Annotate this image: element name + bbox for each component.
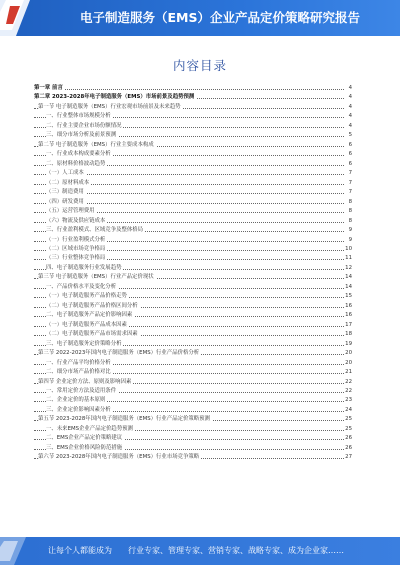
toc-entry-text: 一、行业整体市场规模分析 <box>46 112 113 121</box>
toc-entry-text: 一、未来EMS企业产品定价趋势预测 <box>46 425 135 434</box>
toc-entry[interactable] <box>34 264 352 273</box>
toc-entry[interactable] <box>34 179 352 188</box>
toc-entry-text: 四、电子制造服务行业发展趋势 <box>46 264 123 273</box>
toc-entry-text: 第五节 2023-2028年国内电子制造服务（EMS）行业产品定价策略预测 <box>38 415 212 424</box>
toc-entry-page: 16 <box>344 302 352 311</box>
toc-entry[interactable] <box>34 453 352 462</box>
toc-entry-text: 第一章 前言 <box>34 84 65 93</box>
toc-entry-text: 三、企业定价影响因素分析 <box>46 406 113 415</box>
toc-entry-text: 第二节 电子制造服务（EMS）行业主要成本构成 <box>38 141 156 150</box>
toc-entry[interactable] <box>34 93 352 102</box>
toc-entry-page: 9 <box>344 236 352 245</box>
toc-entry-text: 一、行业成本构成要素分析 <box>46 150 113 159</box>
report-title: 电子制造服务（EMS）企业产品定价策略研究报告 <box>80 10 360 25</box>
toc-entry[interactable] <box>34 217 352 226</box>
footer-role: 行业专家 <box>128 546 160 555</box>
toc-entry-page: 11 <box>344 254 352 263</box>
toc-entry[interactable] <box>34 207 352 216</box>
toc-entry-text: （三）制造费用 <box>46 188 86 197</box>
toc-entry[interactable] <box>34 150 352 159</box>
toc-entry[interactable] <box>34 112 352 121</box>
toc-entry-page: 22 <box>344 387 352 396</box>
toc-entry[interactable] <box>34 236 352 245</box>
toc-entry-text: 三、行业盈利模式、区域竞争及整体格局 <box>46 226 145 235</box>
toc-entry-page: 17 <box>344 321 352 330</box>
toc-entry-text: 三、细分市场分析及前景预测 <box>46 131 118 140</box>
toc-entry[interactable] <box>34 406 352 415</box>
toc-entry[interactable] <box>34 198 352 207</box>
toc-entry-text: 一、常用定价方法及适用条件 <box>46 387 118 396</box>
toc-entry-text: 二、EMS企业产品定价策略建议 <box>46 434 124 443</box>
toc-entry-page: 16 <box>344 311 352 320</box>
footer-roles: 行业专家、管理专家、营销专家、战略专家、成为企业家…… <box>128 546 344 555</box>
toc-entry[interactable] <box>34 283 352 292</box>
toc-entry-text: （一）电子制造服务产品成本因素 <box>46 321 129 330</box>
toc-entry-text: （一）电子制造服务产品价格走势 <box>46 292 129 301</box>
toc-entry-text: 第二章 2023-2028年电子制造服务（EMS）市场前景及趋势预测 <box>34 93 196 102</box>
toc-entry-text: 二、电子制造服务产品定价影响因素 <box>46 311 134 320</box>
toc-entry-page: 4 <box>344 103 352 112</box>
toc-entry-page: 4 <box>344 112 352 121</box>
toc-entry[interactable] <box>34 434 352 443</box>
toc-entry-page: 8 <box>344 198 352 207</box>
toc-entry[interactable] <box>34 321 352 330</box>
toc-entry-page: 25 <box>344 425 352 434</box>
toc-entry[interactable] <box>34 141 352 150</box>
toc-entry-text: 二、企业定价的基本原则 <box>46 396 107 405</box>
toc-entry[interactable] <box>34 330 352 339</box>
toc-entry[interactable] <box>34 425 352 434</box>
toc-leader-dots <box>34 89 344 90</box>
toc-entry[interactable] <box>34 415 352 424</box>
toc-entry-text: 第一节 电子制造服务（EMS）行业宏观市场前景及未来趋势 <box>38 103 183 112</box>
toc-entry[interactable] <box>34 378 352 387</box>
toc-entry[interactable] <box>34 273 352 282</box>
toc-entry-page: 6 <box>344 160 352 169</box>
toc-entry-page: 7 <box>344 179 352 188</box>
toc-entry-page: 6 <box>344 141 352 150</box>
toc-entry-page: 4 <box>344 84 352 93</box>
toc-entry-text: （三）行业整体竞争格局 <box>46 254 107 263</box>
toc-entry-text: 第四节 企业定价方法、原则及影响因素 <box>38 378 133 387</box>
toc-entry[interactable] <box>34 359 352 368</box>
toc-entry-page: 5 <box>344 131 352 140</box>
toc-entry-text: 二、原材料价格波动趋势 <box>46 160 107 169</box>
toc-entry-page: 8 <box>344 217 352 226</box>
footer-role: 管理专家 <box>168 546 200 555</box>
toc-entry[interactable] <box>34 122 352 131</box>
toc-entry[interactable] <box>34 349 352 358</box>
toc-entry-text: 二、细分市场产品价格对比 <box>46 368 113 377</box>
toc-entry-page: 18 <box>344 330 352 339</box>
toc-entry-page: 7 <box>344 188 352 197</box>
footer-role: 成为企业家…… <box>288 546 344 555</box>
table-of-contents <box>34 84 352 463</box>
toc-entry[interactable] <box>34 226 352 235</box>
toc-entry-page: 20 <box>344 349 352 358</box>
toc-entry-text: （五）运营管理费用 <box>46 207 97 216</box>
toc-entry-text: 第三节 电子制造服务（EMS）行业产品定价现状 <box>38 273 156 282</box>
toc-entry[interactable] <box>34 84 352 93</box>
toc-entry-page: 14 <box>344 273 352 282</box>
toc-entry-text: 一、产品价格水平及变化分析 <box>46 283 118 292</box>
toc-entry-page: 12 <box>344 264 352 273</box>
toc-entry-page: 7 <box>344 169 352 178</box>
toc-entry[interactable] <box>34 311 352 320</box>
toc-entry-page: 10 <box>344 245 352 254</box>
toc-entry[interactable] <box>34 302 352 311</box>
toc-entry-page: 20 <box>344 359 352 368</box>
toc-entry-page: 19 <box>344 340 352 349</box>
toc-entry[interactable] <box>34 169 352 178</box>
toc-entry-page: 15 <box>344 292 352 301</box>
footer-role: 营销专家 <box>208 546 240 555</box>
toc-entry-page: 9 <box>344 226 352 235</box>
toc-entry-text: 二、行业主要企业市场份额情况 <box>46 122 123 131</box>
footer-slogan <box>48 537 344 565</box>
toc-entry-page: 4 <box>344 93 352 102</box>
toc-entry-page: 24 <box>344 406 352 415</box>
toc-entry-page: 25 <box>344 415 352 424</box>
toc-entry[interactable] <box>34 387 352 396</box>
toc-entry-text: （一）人工成本 <box>46 169 86 178</box>
toc-entry-page: 26 <box>344 434 352 443</box>
toc-entry-page: 21 <box>344 368 352 377</box>
toc-entry-text: （四）研发费用 <box>46 198 86 207</box>
toc-entry-text: 三、EMS企业价格风险防范措施 <box>46 444 124 453</box>
toc-entry-page: 22 <box>344 378 352 387</box>
toc-entry-page: 4 <box>344 122 352 131</box>
footer-banner <box>0 537 400 565</box>
toc-entry[interactable] <box>34 292 352 301</box>
header-banner <box>0 0 400 36</box>
toc-entry[interactable] <box>34 245 352 254</box>
toc-entry[interactable] <box>34 396 352 405</box>
toc-entry-page: 26 <box>344 444 352 453</box>
toc-entry[interactable] <box>34 340 352 349</box>
footer-role: 战略专家 <box>248 546 280 555</box>
toc-entry[interactable] <box>34 188 352 197</box>
toc-entry-text: （一）行业盈利模式分析 <box>46 236 107 245</box>
toc-entry-page: 8 <box>344 207 352 216</box>
toc-entry[interactable] <box>34 444 352 453</box>
toc-entry-page: 14 <box>344 283 352 292</box>
toc-entry-text: （二）区域市场竞争格局 <box>46 245 107 254</box>
toc-entry-text: 第三节 2022-2023年国内电子制造服务（EMS）行业产品价格分析 <box>38 349 201 358</box>
toc-entry[interactable] <box>34 103 352 112</box>
toc-entry-text: （二）电子制造服务产品价格区间分析 <box>46 302 140 311</box>
toc-entry-text: （二）电子制造服务产品市场需求因素 <box>46 330 140 339</box>
toc-entry-text: 第六节 2023-2028年国内电子制造服务（EMS）行业市场竞争策略 <box>38 453 201 462</box>
toc-entry-text: 一、行业产品平均价格分析 <box>46 359 113 368</box>
toc-entry-text: 三、电子制造服务定价策略分析 <box>46 340 123 349</box>
toc-entry-page: 23 <box>344 396 352 405</box>
toc-entry[interactable] <box>34 368 352 377</box>
toc-entry[interactable] <box>34 131 352 140</box>
toc-entry-text: （二）原材料成本 <box>46 179 91 188</box>
toc-entry-text: （六）物流及供应链成本 <box>46 217 107 226</box>
footer-logo-icon <box>0 537 40 565</box>
footer-lead: 让每个人都能成为 <box>48 546 112 555</box>
toc-entry[interactable] <box>34 160 352 169</box>
toc-entry-page: 27 <box>344 453 352 462</box>
brand-logo-icon <box>0 0 42 36</box>
toc-entry[interactable] <box>34 254 352 263</box>
toc-entry-page: 6 <box>344 150 352 159</box>
toc-title: 内容目录 <box>172 58 227 73</box>
